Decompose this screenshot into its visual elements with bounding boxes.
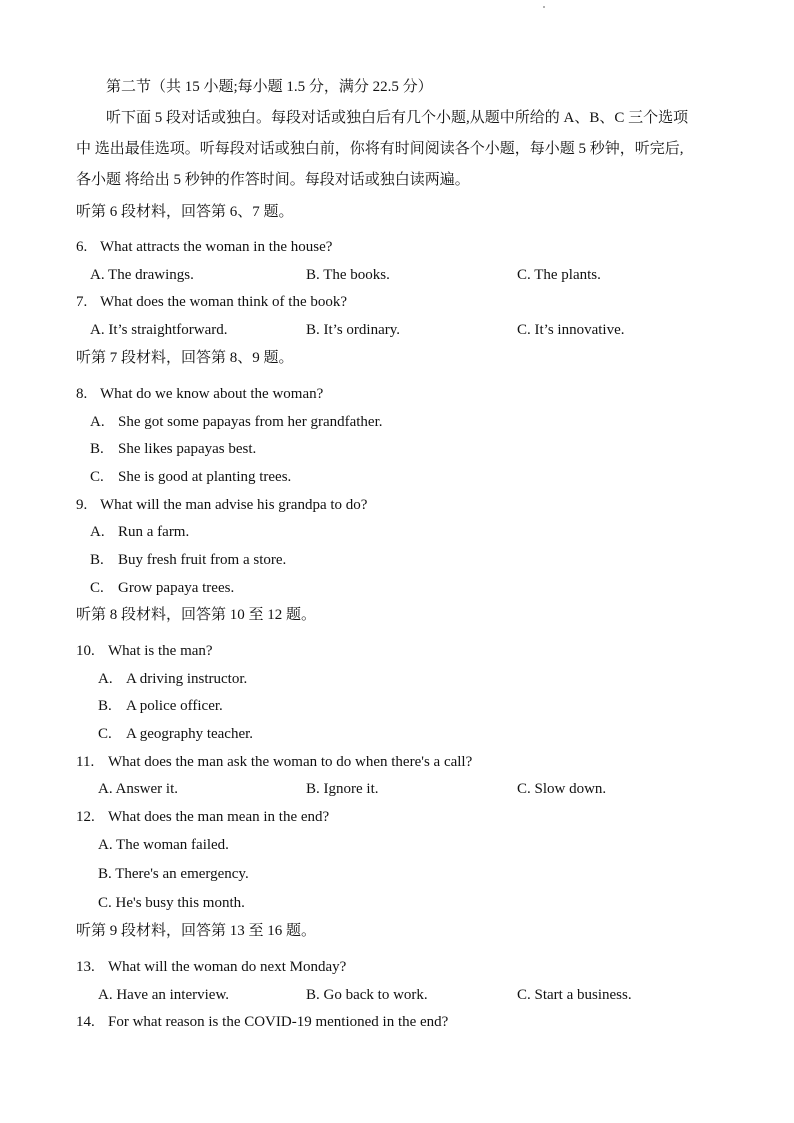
option: B. There's an emergency.: [98, 866, 249, 882]
question-text: What does the woman think of the book?: [100, 294, 348, 310]
question-number: 8.: [76, 386, 88, 402]
group-header: 听第 9 段材料，回答第 13 至 16 题。: [76, 923, 317, 939]
option: A. It’s straightforward.: [90, 322, 228, 338]
group-header: 听第 6 段材料，回答第 6、7 题。: [76, 204, 294, 220]
option: B. Ignore it.: [306, 781, 379, 797]
option-letter: B.: [90, 441, 104, 457]
question-number: 10.: [76, 643, 95, 659]
option: B. Go back to work.: [306, 987, 428, 1003]
group-header: 听第 8 段材料，回答第 10 至 12 题。: [76, 607, 317, 623]
question-number: 12.: [76, 809, 95, 825]
question-number: 13.: [76, 959, 95, 975]
option-letter: A.: [90, 524, 105, 540]
instructions-line-2: 中 选出最佳选项。听每段对话或独白前，你将有时间阅读各个小题，每小题 5 秒钟，听完后,: [76, 141, 684, 157]
option-text: She got some papayas from her grandfather.: [118, 414, 383, 430]
question-number: 6.: [76, 239, 88, 255]
option: C. It’s innovative.: [517, 322, 625, 338]
option-letter: A.: [90, 414, 105, 430]
instructions-line-1: 听下面 5 段对话或独白。每段对话或独白后有几个小题,从题中所给的 A、B、C 三个选项: [106, 110, 689, 126]
question-number: 9.: [76, 497, 88, 513]
option: A. The woman failed.: [98, 837, 229, 853]
option-letter: A.: [98, 671, 113, 687]
question-number: 11.: [76, 754, 95, 770]
question-text: What do we know about the woman?: [100, 386, 324, 402]
group-header: 听第 7 段材料，回答第 8、9 题。: [76, 350, 294, 366]
question-number: 7.: [76, 294, 88, 310]
option-text: A geography teacher.: [126, 726, 254, 742]
option: C. Start a business.: [517, 987, 632, 1003]
question-text: What does the man mean in the end?: [108, 809, 330, 825]
option-text: Run a farm.: [118, 524, 190, 540]
option: A. The drawings.: [90, 267, 194, 283]
option: B. The books.: [306, 267, 390, 283]
option: A. Answer it.: [98, 781, 178, 797]
option: C. The plants.: [517, 267, 601, 283]
option-letter: C.: [90, 469, 104, 485]
option-letter: B.: [98, 698, 112, 714]
question-text: What will the man advise his grandpa to do?: [100, 497, 368, 513]
option-text: She likes papayas best.: [118, 441, 257, 457]
option: C. He's busy this month.: [98, 895, 245, 911]
option-letter: B.: [90, 552, 104, 568]
option-letter: C.: [98, 726, 112, 742]
scan-dot: [543, 6, 545, 8]
question-number: 14.: [76, 1014, 95, 1030]
option-text: She is good at planting trees.: [118, 469, 292, 485]
question-text: For what reason is the COVID-19 mentioned in the end?: [108, 1014, 449, 1030]
option: A. Have an interview.: [98, 987, 230, 1003]
option-text: Buy fresh fruit from a store.: [118, 552, 287, 568]
option-text: Grow papaya trees.: [118, 580, 235, 596]
option: C. Slow down.: [517, 781, 607, 797]
option-text: A driving instructor.: [126, 671, 248, 687]
option-text: A police officer.: [126, 698, 223, 714]
question-text: What will the woman do next Monday?: [108, 959, 347, 975]
question-text: What is the man?: [108, 643, 213, 659]
instructions-line-3: 各小题 将给出 5 秒钟的作答时间。每段对话或独白读两遍。: [76, 172, 470, 188]
section-heading: 第二节（共 15 小题;每小题 1.5 分，满分 22.5 分）: [106, 79, 433, 95]
question-text: What does the man ask the woman to do when there's a call?: [108, 754, 473, 770]
option-letter: C.: [90, 580, 104, 596]
option: B. It’s ordinary.: [306, 322, 401, 338]
question-text: What attracts the woman in the house?: [100, 239, 333, 255]
